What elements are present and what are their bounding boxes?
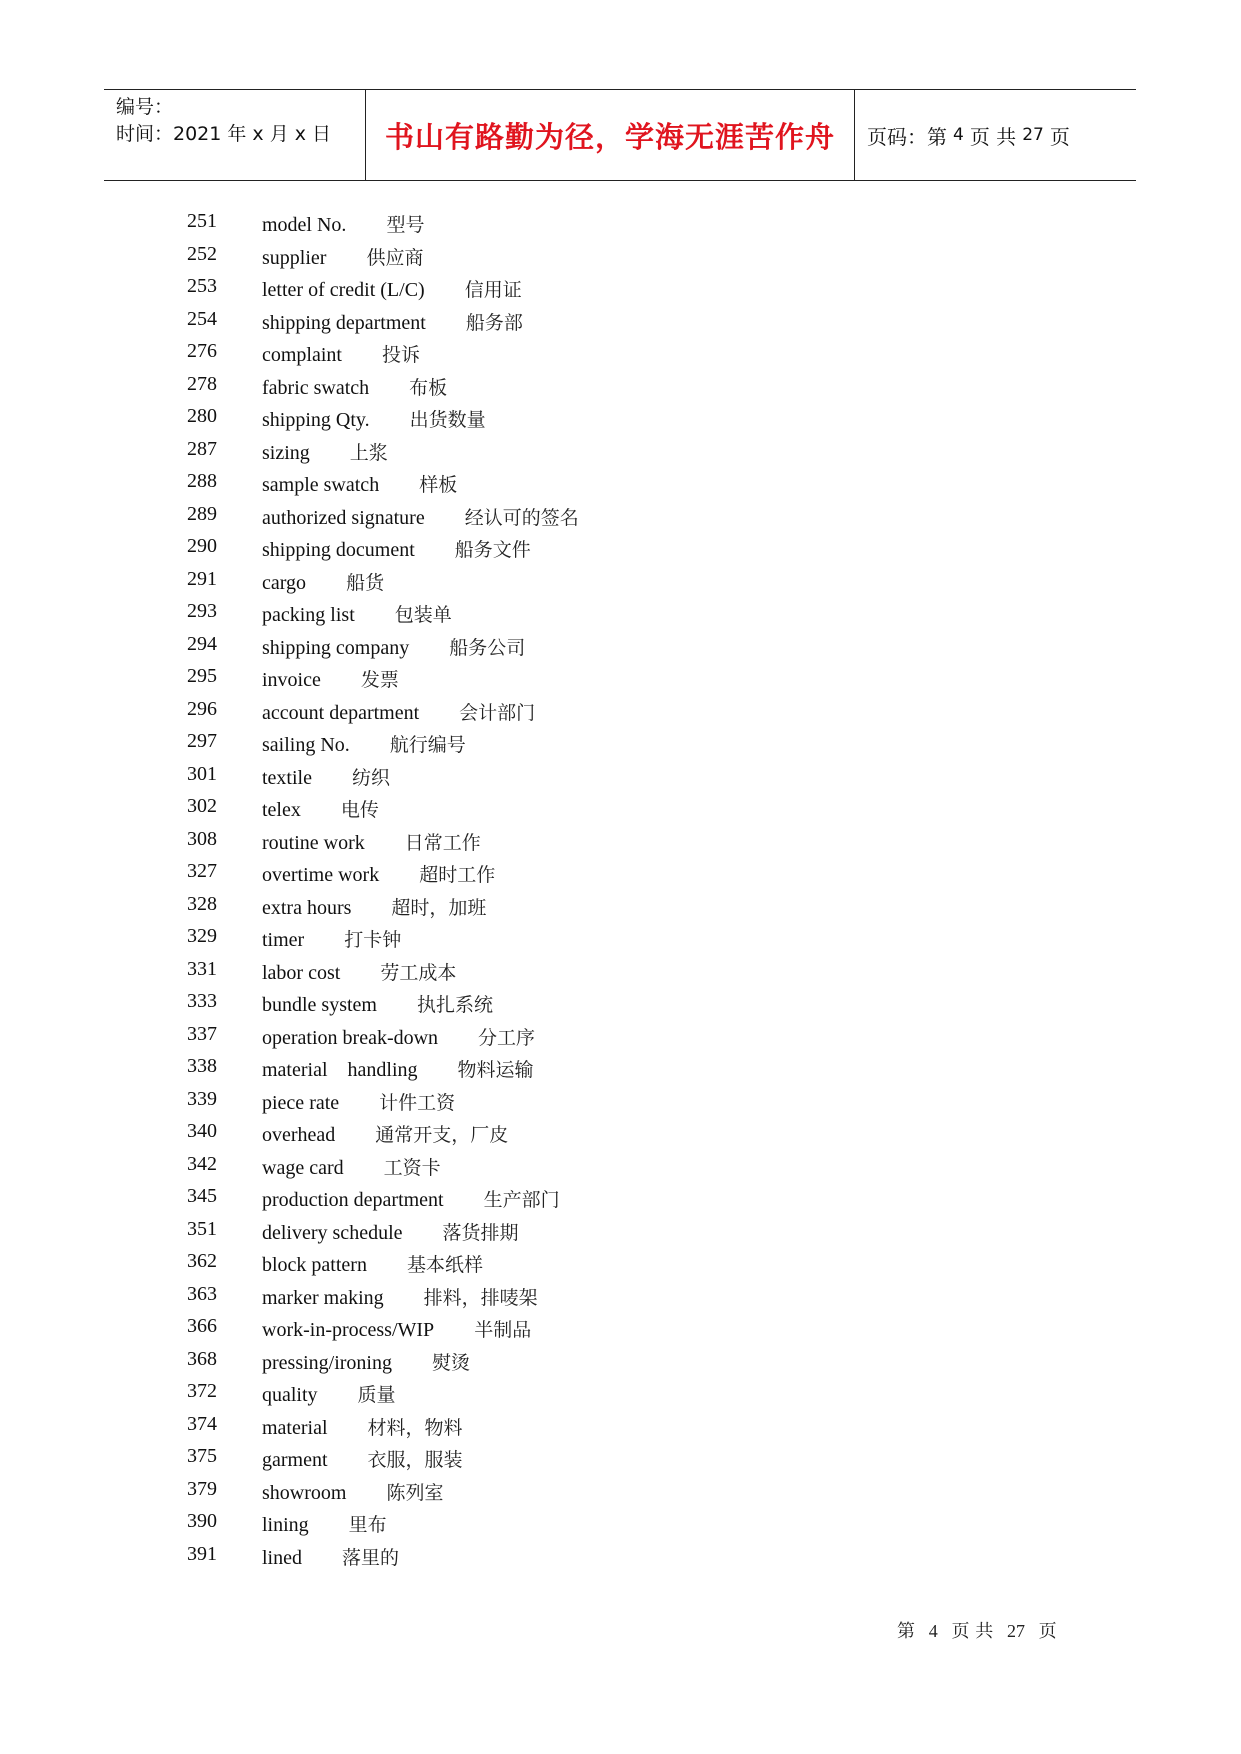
entry-number: 329 bbox=[187, 925, 217, 947]
entry-number: 287 bbox=[187, 437, 217, 460]
entry-number: 391 bbox=[187, 1542, 217, 1565]
entry-chinese: 排料，排唛架 bbox=[423, 1286, 538, 1309]
entry-chinese: 落里的 bbox=[342, 1546, 400, 1569]
entry-chinese: 船务公司 bbox=[449, 636, 526, 659]
entry-number: 379 bbox=[187, 1477, 217, 1500]
entry-english: pressing/ironing bbox=[262, 1351, 392, 1374]
entry-english: piece rate bbox=[262, 1091, 340, 1114]
entry-english: account department bbox=[262, 701, 420, 724]
page-total: 27 bbox=[1022, 125, 1044, 145]
entry-number: 280 bbox=[187, 405, 217, 427]
entry-number: 301 bbox=[187, 762, 217, 785]
entry-english: cargo bbox=[262, 571, 307, 594]
entry-number: 308 bbox=[187, 827, 217, 850]
entry-number: 345 bbox=[187, 1185, 217, 1207]
number-label: 编号： bbox=[116, 96, 174, 118]
entry-english: shipping document bbox=[262, 539, 415, 561]
page-footer bbox=[897, 1617, 1057, 1643]
entry-english: letter of credit (L/C) bbox=[262, 279, 425, 301]
entry-number: 291 bbox=[187, 567, 217, 590]
page-mid: 页 共 bbox=[969, 124, 1017, 149]
entry-number: 328 bbox=[187, 892, 217, 915]
footer-mid: 页 共 bbox=[951, 1621, 994, 1642]
entry-english: overhead bbox=[262, 1124, 336, 1146]
entry-chinese: 打卡钟 bbox=[344, 929, 402, 951]
entry-number: 351 bbox=[187, 1217, 217, 1240]
entry-english: lining bbox=[262, 1514, 309, 1536]
entry-number: 340 bbox=[187, 1120, 217, 1142]
footer-total: 27 bbox=[1006, 1621, 1025, 1641]
entry-number: 362 bbox=[187, 1250, 217, 1272]
entry-english: routine work bbox=[262, 831, 365, 854]
entry-number: 289 bbox=[187, 502, 217, 525]
entry-number: 368 bbox=[187, 1347, 217, 1370]
entry-english: material handling bbox=[262, 1059, 418, 1081]
entry-chinese: 衣服，服装 bbox=[367, 1449, 463, 1471]
entry-number: 339 bbox=[187, 1087, 217, 1110]
entry-number: 294 bbox=[187, 632, 217, 655]
entry-english: work-in-process/WIP bbox=[262, 1319, 435, 1341]
page-prefix: 页码：第 bbox=[867, 124, 947, 149]
entry-english: delivery schedule bbox=[262, 1221, 403, 1244]
entry-number: 302 bbox=[187, 795, 217, 817]
entry-chinese: 船务部 bbox=[465, 311, 523, 334]
entry-english: sample swatch bbox=[262, 474, 380, 496]
entry-english: textile bbox=[262, 766, 312, 789]
entry-chinese: 生产部门 bbox=[483, 1189, 560, 1211]
entry-number: 253 bbox=[187, 275, 217, 297]
entry-number: 372 bbox=[187, 1380, 217, 1402]
entry-chinese: 经认可的签名 bbox=[464, 506, 579, 529]
entry-english: sizing bbox=[262, 441, 310, 464]
entry-chinese: 日常工作 bbox=[404, 831, 481, 854]
entry-english: extra hours bbox=[262, 896, 352, 919]
entry-chinese: 熨烫 bbox=[432, 1351, 471, 1374]
entry-english: wage card bbox=[262, 1156, 344, 1179]
entry-english: material bbox=[262, 1416, 328, 1439]
entry-chinese: 工资卡 bbox=[383, 1156, 441, 1179]
entry-english: fabric swatch bbox=[262, 376, 370, 399]
entry-number: 333 bbox=[187, 990, 217, 1012]
entry-chinese: 落货排期 bbox=[442, 1221, 519, 1244]
entry-number: 252 bbox=[187, 242, 217, 265]
page-suffix: 页 bbox=[1049, 124, 1070, 149]
entry-number: 374 bbox=[187, 1412, 217, 1435]
entry-chinese: 基本纸样 bbox=[406, 1254, 483, 1276]
entry-number: 293 bbox=[187, 600, 217, 622]
entry-chinese: 样板 bbox=[419, 474, 458, 496]
entry-chinese: 超时，加班 bbox=[391, 896, 487, 919]
entry-chinese: 发票 bbox=[360, 669, 399, 691]
entry-number: 296 bbox=[187, 697, 217, 720]
entry-chinese: 通常开支，厂皮 bbox=[375, 1124, 509, 1146]
entry-number: 251 bbox=[187, 210, 217, 232]
entry-chinese: 供应商 bbox=[366, 246, 424, 269]
entry-english: bundle system bbox=[262, 994, 377, 1016]
entry-english: invoice bbox=[262, 669, 321, 691]
entry-english: lined bbox=[262, 1546, 302, 1569]
entry-english: showroom bbox=[262, 1481, 347, 1504]
entry-chinese: 计件工资 bbox=[379, 1091, 456, 1114]
entry-number: 327 bbox=[187, 860, 217, 882]
entry-english: model No. bbox=[262, 214, 347, 236]
time-label: 时间：2021 年 x 月 x 日 bbox=[116, 123, 332, 145]
entry-chinese: 里布 bbox=[348, 1514, 387, 1536]
entry-chinese: 材料，物料 bbox=[367, 1416, 463, 1439]
entry-english: supplier bbox=[262, 246, 327, 269]
entry-chinese: 纺织 bbox=[351, 766, 390, 789]
entry-number: 390 bbox=[187, 1510, 217, 1532]
entry-chinese: 包装单 bbox=[394, 604, 452, 626]
entry-number: 366 bbox=[187, 1315, 217, 1337]
entry-chinese: 上浆 bbox=[349, 441, 388, 464]
entry-chinese: 信用证 bbox=[464, 279, 522, 301]
entry-english: block pattern bbox=[262, 1254, 367, 1276]
entry-number: 338 bbox=[187, 1055, 217, 1077]
entry-chinese: 执扎系统 bbox=[417, 994, 494, 1016]
entry-number: 363 bbox=[187, 1282, 217, 1305]
entry-english: telex bbox=[262, 799, 301, 821]
header-page-cell bbox=[855, 90, 1136, 180]
entry-chinese: 出货数量 bbox=[409, 409, 486, 431]
entry-number: 375 bbox=[187, 1445, 217, 1467]
entry-number: 254 bbox=[187, 307, 217, 330]
entry-english: marker making bbox=[262, 1286, 384, 1309]
entry-chinese: 陈列室 bbox=[386, 1481, 444, 1504]
entry-chinese: 超时工作 bbox=[419, 864, 496, 886]
entry-english: quality bbox=[262, 1384, 318, 1406]
entry-chinese: 航行编号 bbox=[389, 734, 466, 756]
document-header bbox=[104, 89, 1136, 181]
entry-english: garment bbox=[262, 1449, 328, 1471]
header-motto-cell bbox=[366, 90, 855, 180]
footer-prefix: 第 bbox=[897, 1621, 915, 1642]
entry-chinese: 电传 bbox=[340, 799, 379, 821]
entry-number: 288 bbox=[187, 470, 217, 492]
entry-english: operation break-down bbox=[262, 1026, 439, 1049]
entry-chinese: 布板 bbox=[409, 376, 448, 399]
entry-english: timer bbox=[262, 929, 305, 951]
entry-number: 290 bbox=[187, 535, 217, 557]
entry-english: authorized signature bbox=[262, 506, 425, 529]
header-meta-cell bbox=[104, 90, 366, 180]
entry-number: 337 bbox=[187, 1022, 217, 1045]
entry-english: labor cost bbox=[262, 961, 341, 984]
entry-chinese: 船务文件 bbox=[454, 539, 531, 561]
entry-number: 297 bbox=[187, 730, 217, 752]
entry-chinese: 半制品 bbox=[474, 1319, 532, 1341]
entry-chinese: 分工序 bbox=[478, 1026, 536, 1049]
entry-chinese: 物料运输 bbox=[457, 1059, 534, 1081]
entry-english: sailing No. bbox=[262, 734, 350, 756]
entry-chinese: 质量 bbox=[357, 1384, 396, 1406]
entry-chinese: 船货 bbox=[346, 571, 385, 594]
entry-chinese: 型号 bbox=[386, 214, 425, 236]
entry-chinese: 劳工成本 bbox=[380, 961, 457, 984]
entry-chinese: 会计部门 bbox=[459, 701, 536, 724]
entry-number: 276 bbox=[187, 340, 217, 362]
entry-number: 295 bbox=[187, 665, 217, 687]
footer-suffix: 页 bbox=[1038, 1621, 1057, 1642]
entry-number: 278 bbox=[187, 372, 217, 395]
entry-number: 331 bbox=[187, 957, 217, 980]
entry-chinese: 投诉 bbox=[381, 344, 420, 366]
entry-english: production department bbox=[262, 1189, 444, 1211]
entry-english: shipping department bbox=[262, 311, 426, 334]
entry-english: complaint bbox=[262, 344, 342, 366]
entry-english: overtime work bbox=[262, 864, 380, 886]
footer-current: 4 bbox=[928, 1621, 938, 1641]
entry-english: shipping Qty. bbox=[262, 409, 370, 431]
entry-number: 342 bbox=[187, 1152, 217, 1175]
motto-text: 书山有路勤为径，学海无涯苦作舟 bbox=[384, 119, 835, 154]
page-current: 4 bbox=[953, 125, 964, 145]
entry-english: shipping company bbox=[262, 636, 410, 659]
entry-english: packing list bbox=[262, 604, 355, 626]
